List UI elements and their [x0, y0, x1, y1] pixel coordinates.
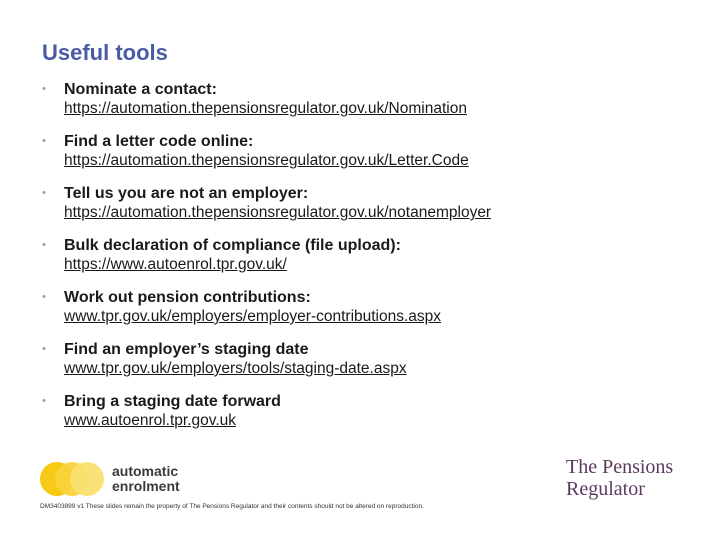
circle-shape — [70, 462, 104, 496]
item-label: Nominate a contact: — [64, 81, 217, 98]
bullet-icon: • — [42, 395, 46, 407]
tpr-logo — [566, 456, 673, 500]
automatic-enrolment-logo — [40, 462, 180, 496]
item-label: Work out pension contributions: — [64, 289, 311, 306]
item-link[interactable]: www.tpr.gov.uk/employers/employer-contributions.aspx — [64, 308, 442, 325]
item-link[interactable]: https://www.autoenrol.tpr.gov.uk/ — [64, 256, 287, 273]
logo-line: Regulator — [566, 478, 645, 500]
item-label: Find a letter code online: — [64, 133, 254, 150]
list-item — [28, 340, 688, 379]
tools-list — [28, 80, 688, 444]
logo-line: The Pensions — [566, 456, 674, 478]
item-link[interactable]: www.tpr.gov.uk/employers/tools/staging-date.aspx — [64, 360, 407, 377]
list-item — [28, 392, 688, 431]
item-link[interactable]: https://automation.thepensionsregulator.gov.uk/Letter.Code — [64, 152, 469, 169]
item-label: Tell us you are not an employer: — [64, 185, 309, 202]
logo-line: enrolment — [112, 478, 180, 494]
item-label: Find an employer’s staging date — [64, 341, 309, 358]
bullet-icon: • — [42, 135, 46, 147]
item-link[interactable]: www.autoenrol.tpr.gov.uk — [64, 412, 237, 429]
list-item — [28, 80, 688, 119]
bullet-icon: • — [42, 239, 46, 251]
logo-wordmark — [112, 464, 180, 494]
item-link[interactable]: https://automation.thepensionsregulator.gov.uk/notanemployer — [64, 204, 492, 221]
bullet-icon: • — [42, 343, 46, 355]
circles-icon — [40, 462, 104, 496]
page-title: Useful tools — [42, 40, 168, 65]
list-item — [28, 132, 688, 171]
list-item — [28, 288, 688, 327]
footer-disclaimer: DM3403899 v1 These slides remain the property of The Pensions Regulator and their contents should not be altered on reproduction. — [40, 503, 424, 510]
item-label: Bulk declaration of compliance (file upload): — [64, 237, 401, 254]
logo-line: automatic — [112, 463, 179, 479]
item-label: Bring a staging date forward — [64, 393, 281, 410]
bullet-icon: • — [42, 291, 46, 303]
bullet-icon: • — [42, 187, 46, 199]
item-link[interactable]: https://automation.thepensionsregulator.gov.uk/Nomination — [64, 100, 467, 117]
bullet-icon: • — [42, 83, 46, 95]
list-item — [28, 236, 688, 275]
list-item — [28, 184, 688, 223]
